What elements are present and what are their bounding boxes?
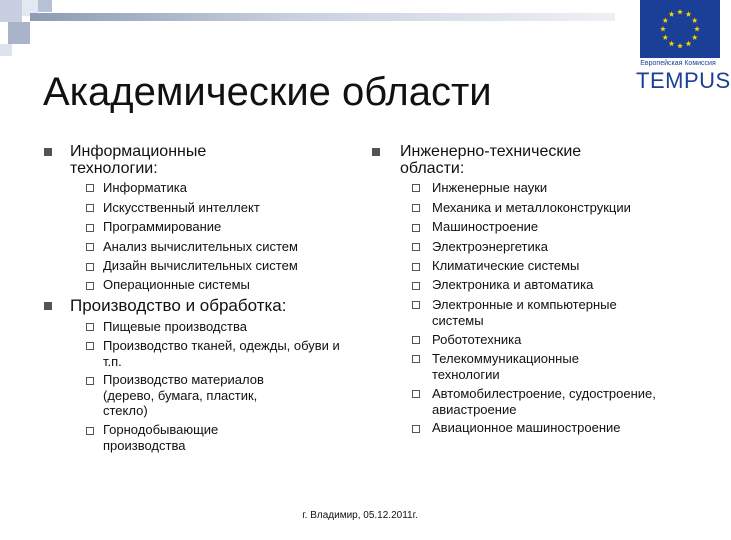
checkbox-bullet-icon: [412, 301, 420, 309]
eu-star-icon: [677, 43, 683, 48]
checkbox-bullet-icon: [86, 263, 94, 271]
list-item: Авиационное машиностроение: [432, 420, 621, 435]
checkbox-bullet-icon: [412, 243, 420, 251]
checkbox-bullet-icon: [412, 355, 420, 363]
checkbox-bullet-icon: [86, 342, 94, 350]
list-item: Телекоммуникационные технологии: [432, 351, 579, 382]
list-item: Пищевые производства: [103, 319, 247, 334]
eu-star-icon: [692, 18, 698, 23]
list-item: Производство материалов (дерево, бумага, пластик, стекло): [103, 372, 264, 418]
bullet-square-icon: [44, 148, 52, 156]
list-item: Электроника и автоматика: [432, 277, 594, 292]
bullet-square-icon: [44, 302, 52, 310]
bullet-square-icon: [372, 148, 380, 156]
decor-square: [0, 44, 12, 56]
checkbox-bullet-icon: [412, 336, 420, 344]
list-item: Производство тканей, одежды, обуви и т.п.: [103, 338, 340, 369]
footer-date: г. Владимир, 05.12.2011г.: [302, 510, 418, 521]
list-item: Информатика: [103, 180, 187, 195]
checkbox-bullet-icon: [412, 282, 420, 290]
decor-square: [0, 0, 22, 22]
section-heading: Информационные технологии:: [70, 143, 207, 177]
list-item: Инженерные науки: [432, 180, 548, 195]
list-item: Операционные системы: [103, 277, 250, 292]
list-item: Электронные и компьютерные системы: [432, 297, 617, 328]
checkbox-bullet-icon: [86, 427, 94, 435]
eu-star-icon: [662, 35, 668, 40]
eu-star-icon: [677, 9, 683, 14]
list-item: Программирование: [103, 219, 222, 234]
eu-star-icon: [669, 11, 675, 16]
checkbox-bullet-icon: [412, 204, 420, 212]
logo-caption: Европейская Комиссия: [640, 60, 716, 67]
checkbox-bullet-icon: [86, 224, 94, 232]
eu-star-icon: [669, 41, 675, 46]
checkbox-bullet-icon: [86, 323, 94, 331]
eu-star-icon: [662, 18, 668, 23]
eu-star-icon: [692, 35, 698, 40]
list-item: Анализ вычислительных систем: [103, 239, 298, 254]
checkbox-bullet-icon: [86, 204, 94, 212]
list-item: Горнодобывающие производства: [103, 422, 219, 453]
checkbox-bullet-icon: [412, 224, 420, 232]
list-item: Автомобилестроение, судостроение, авиастроение: [432, 386, 656, 417]
list-item: Электроэнергетика: [432, 239, 548, 254]
section-heading: Инженерно-технические области:: [400, 143, 582, 177]
list-item: Климатические системы: [432, 258, 580, 273]
list-item: Дизайн вычислительных систем: [103, 258, 298, 273]
checkbox-bullet-icon: [86, 243, 94, 251]
eu-star-icon: [686, 41, 692, 46]
decor-top-line: [30, 13, 615, 21]
eu-flag-icon: [640, 0, 720, 58]
checkbox-bullet-icon: [86, 377, 94, 385]
checkbox-bullet-icon: [412, 184, 420, 192]
list-item: Механика и металлоконструкции: [432, 200, 631, 215]
tempus-logo: [632, 0, 731, 100]
checkbox-bullet-icon: [86, 184, 94, 192]
eu-star-icon: [694, 26, 700, 31]
list-item: Машиностроение: [432, 219, 539, 234]
checkbox-bullet-icon: [412, 425, 420, 433]
decor-square: [38, 0, 52, 12]
checkbox-bullet-icon: [412, 390, 420, 398]
logo-wordmark: TEMPUS: [636, 68, 731, 93]
decor-square: [8, 22, 30, 44]
section-heading: Производство и обработка:: [70, 296, 287, 315]
checkbox-bullet-icon: [86, 282, 94, 290]
checkbox-bullet-icon: [412, 263, 420, 271]
list-item: Искусственный интеллект: [103, 200, 260, 215]
page-title: Академические области: [43, 70, 492, 114]
list-item: Робототехника: [432, 332, 522, 347]
eu-star-icon: [660, 26, 666, 31]
eu-star-icon: [686, 11, 692, 16]
